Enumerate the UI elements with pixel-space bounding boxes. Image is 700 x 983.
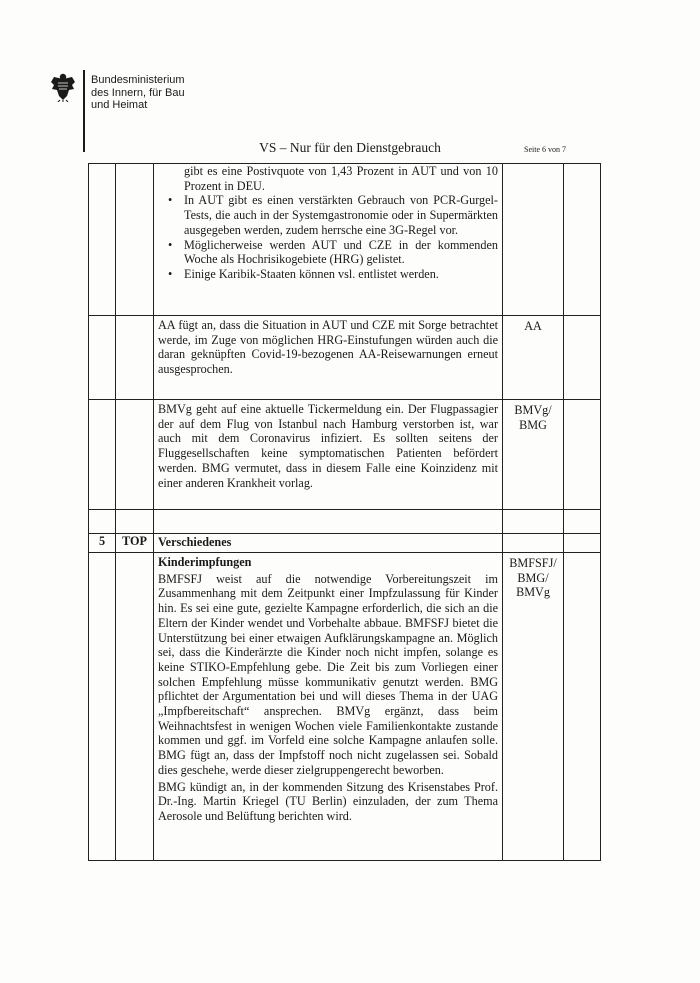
agenda-text-cell — [154, 164, 503, 316]
page-number: Seite 6 von 7 — [524, 145, 566, 154]
agenda-paragraph: BMFSFJ weist auf die notwendige Vorbereitungszeit im Zusammenhang mit dem Zeitpunkt einer Impfzulassung für Kinder hin. Es sei eine gute, gezielte Kampagne erforderlich, die sich an die Eltern der Kinder wendet und Vorbehalte abbaue. BMFSFJ bietet die Unterstützung bei einer etwaigen Aufklärungskampagne an. Möglich sei, dass die Kinderärzte die Kinder noch nicht impfen, solange es keine STIKO-Empfehlung gebe. Die Zeit bis zum Vorliegen einer solchen Empfehlung müsse kommunikativ genutzt werden. BMG pflichtet der Argumentation bei und will dieses Thema in der UAG „Impfbereitschaft“ ansprechen. BMVg ergänzt, dass beim Weihnachtsfest in wenigen Wochen viele Familienkontakte zustande kommen und ggf. im Vorfeld eine solche Kampagne anlaufen solle. BMG fügt an, dass der Impfstoff noch nicht zugelassen sei. Sobald dies geschehe, werde dieser zielgruppengerecht beworben. — [158, 571, 498, 777]
ministry-line: des Innern, für Bau — [91, 86, 185, 99]
top-label: TOP — [116, 534, 154, 553]
responsible-label: BMG — [519, 417, 547, 432]
responsible-label: BMVg/ — [514, 403, 552, 417]
table-row — [89, 553, 601, 861]
table-row — [89, 400, 601, 510]
responsible-label: BMFSFJ/ — [509, 556, 557, 570]
agenda-text-cell — [154, 316, 503, 400]
table-row — [89, 510, 601, 534]
agenda-paragraph: AA fügt an, dass die Situation in AUT und CZE mit Sorge betrachtet werde, im Zuge von möglichen HRG-Einstufungen würden auch die daran geknüpften Covid-19-bezogenen AA-Reisewarnungen erneut ausgesprochen. — [158, 318, 498, 377]
responsible-label: BMG/ — [517, 570, 549, 585]
agenda-paragraph: BMVg geht auf eine aktuelle Tickermeldung ein. Der Flugpassagier der auf dem Flug von Istanbul nach Hamburg verstorben ist, war auch mit dem Coronavirus infiziert. Es sollten seitens der Fluggesellschaften keine symptomatischen Patienten befördert werden. BMG vermutet, dass in diesem Falle eine Koinzidenz mit einer anderen Krankheit vorlag. — [158, 402, 498, 490]
list-item: • In AUT gibt es einen verstärkten Gebrauch von PCR-Gurgel-Tests, die auch in der Systemgastronomie oder in Supermärkten ausgegeben werden, zudem herrsche eine 3G-Regel vor. — [184, 193, 498, 237]
responsible-label: BMVg — [516, 585, 550, 600]
protocol-table — [88, 163, 601, 861]
list-item: • Einige Karibik-Staaten können vsl. entlistet werden. — [184, 267, 498, 282]
ministry-line: und Heimat — [91, 99, 148, 111]
responsible-cell — [503, 553, 564, 861]
list-item: • Möglicherweise werden AUT und CZE in der kommenden Woche als Hochrisikogebiete (HRG) gelistet. — [184, 238, 498, 267]
table-row — [89, 164, 601, 316]
agenda-text-cell — [154, 553, 503, 861]
responsible-label: AA — [524, 319, 542, 333]
responsible-cell — [503, 400, 564, 510]
responsible-cell — [503, 316, 564, 400]
table-row — [89, 316, 601, 400]
ministry-name — [91, 74, 185, 112]
ministry-line: Bundesministerium — [91, 74, 185, 86]
section-title: Verschiedenes — [158, 535, 232, 549]
agenda-text-cell — [154, 400, 503, 510]
subsection-heading: Kinderimpfungen — [158, 555, 252, 569]
agenda-paragraph: BMG kündigt an, in der kommenden Sitzung des Krisenstabes Prof. Dr.-Ing. Martin Kriegel (TU Berlin) einzuladen, der zum Thema Aerosole und Belüftung berichten wird. — [158, 779, 498, 823]
top-number: 5 — [89, 534, 116, 553]
bullet-list — [158, 193, 498, 281]
table-row — [89, 534, 601, 553]
federal-eagle-icon — [50, 72, 76, 102]
classification-header: VS – Nur für den Dienstgebrauch — [259, 140, 441, 155]
continuation-text: gibt es eine Postivquote von 1,43 Prozent in AUT und von 10 Prozent in DEU. — [184, 164, 498, 193]
